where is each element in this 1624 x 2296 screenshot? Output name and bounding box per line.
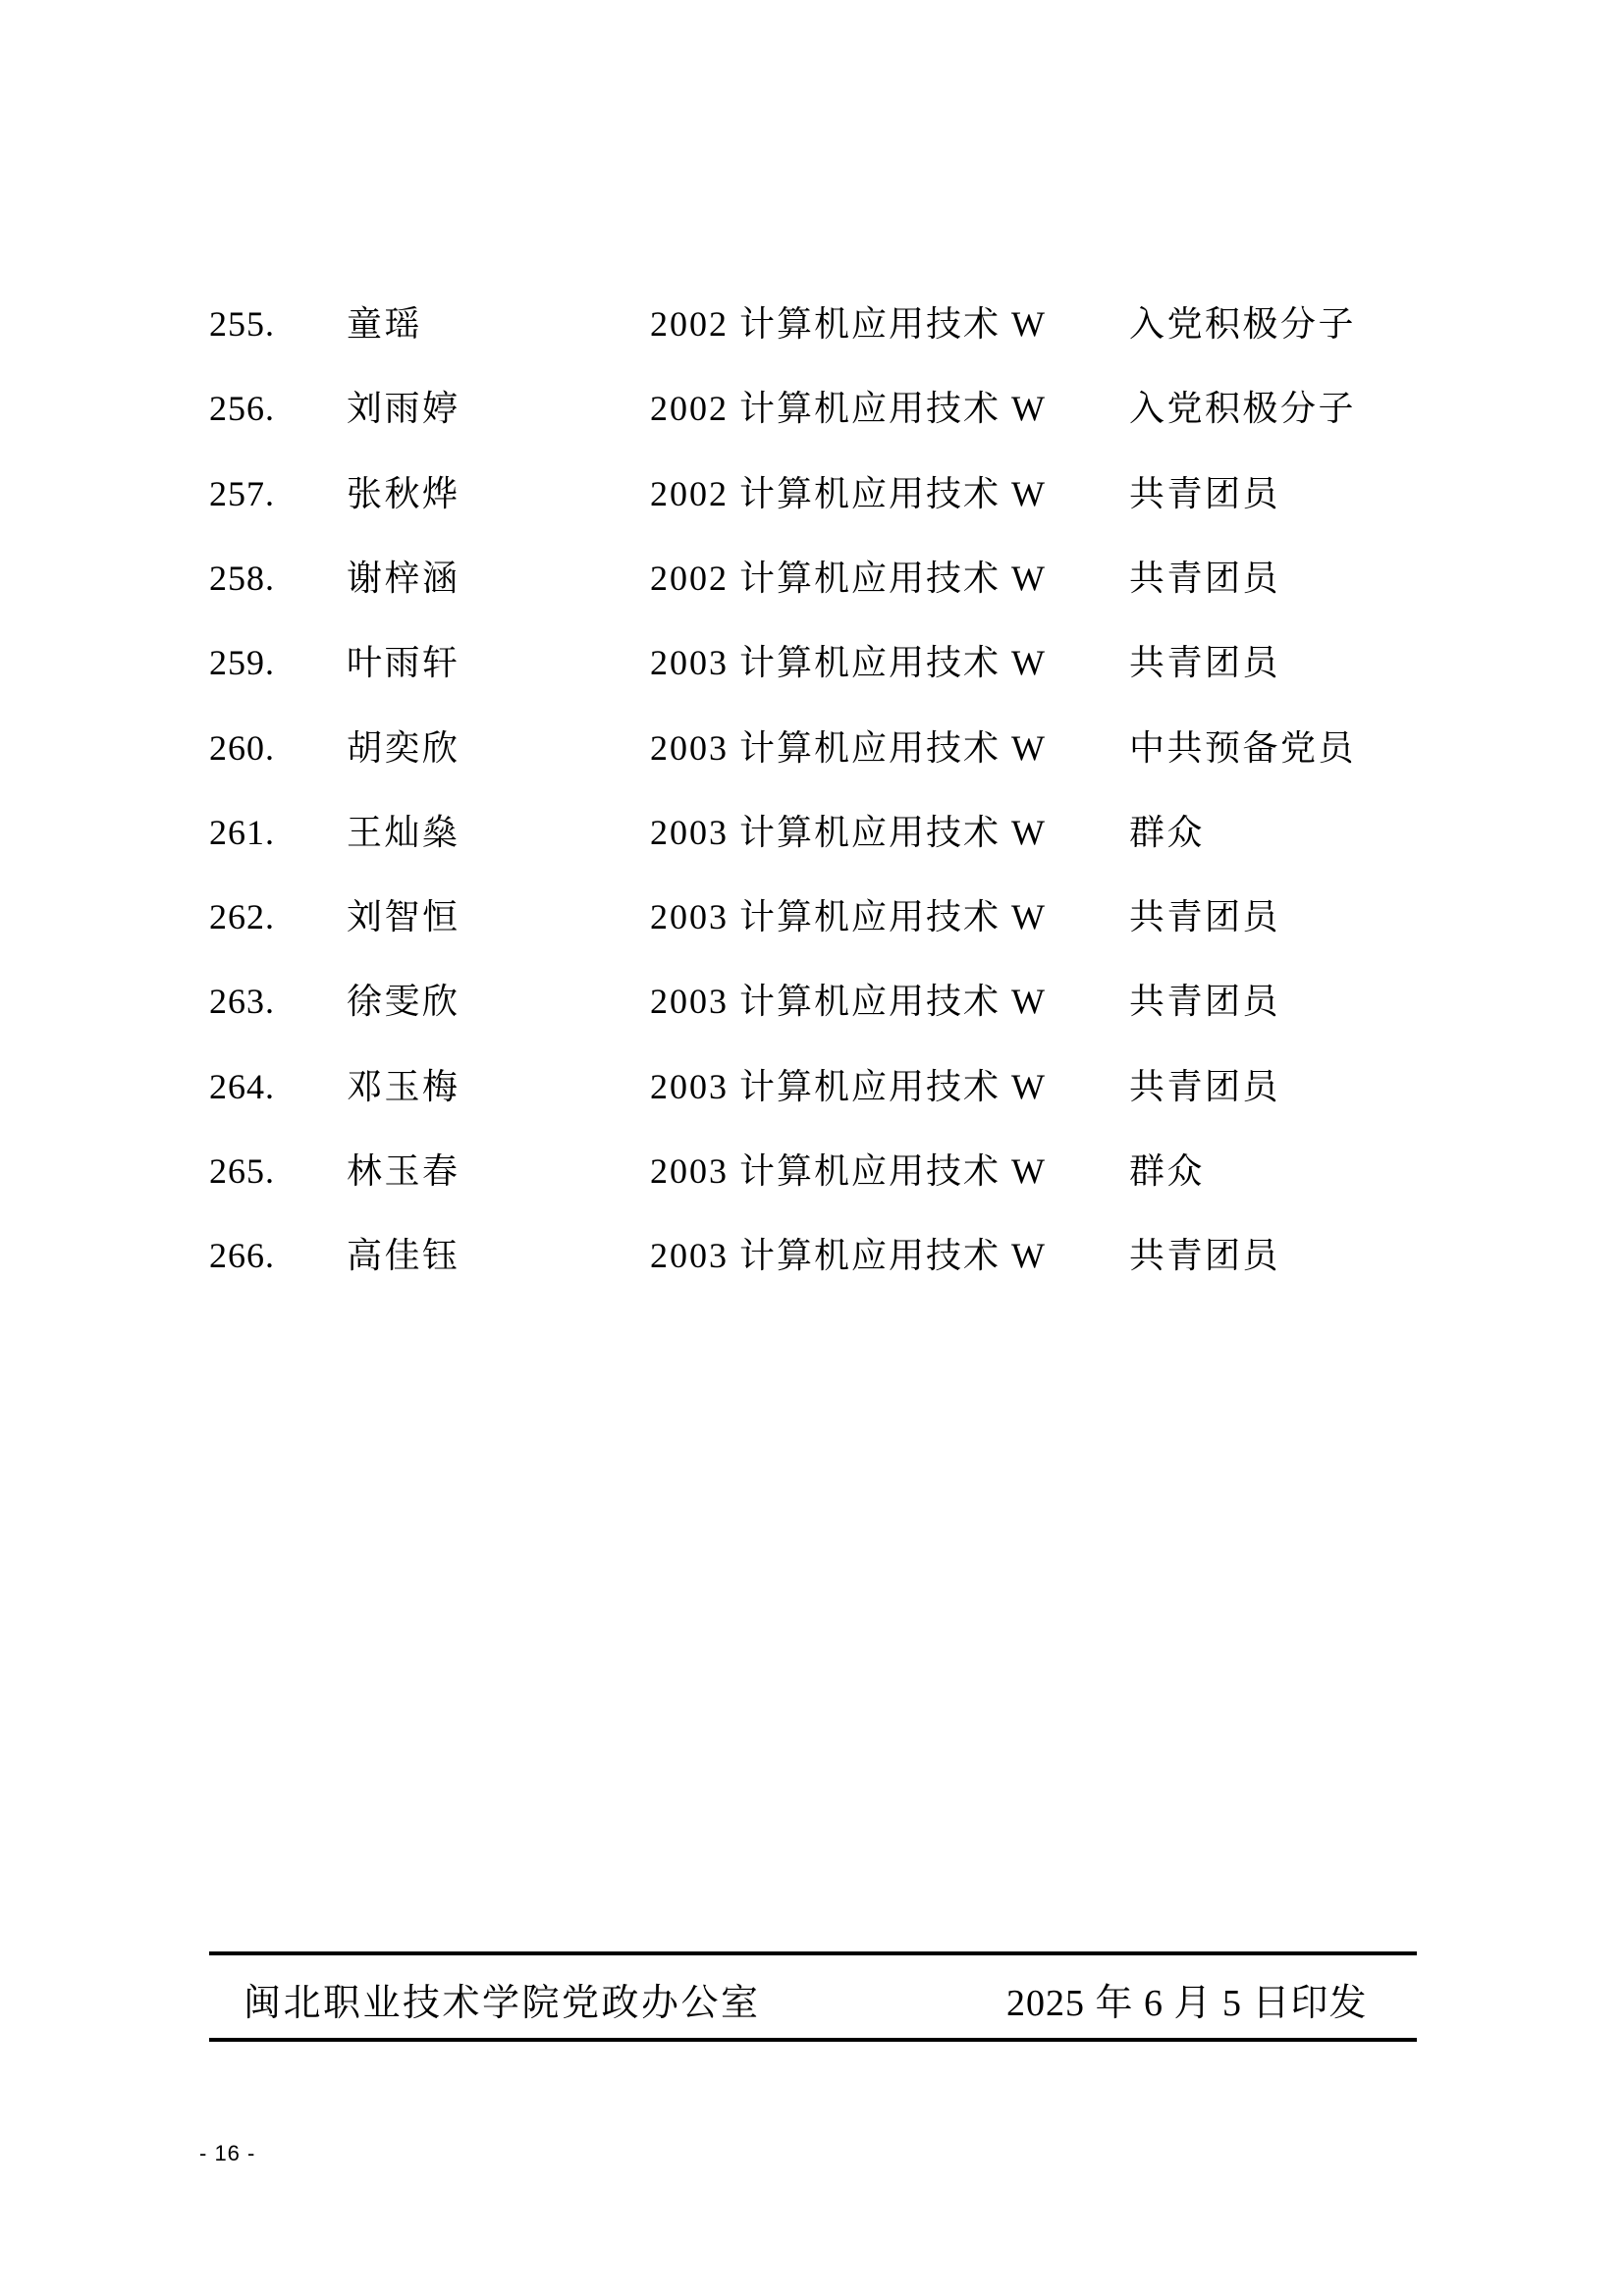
row-number: 264. [209,1066,275,1106]
class-name: 2002 计算机应用技术 W [650,389,1047,429]
political-status: 共青团员 [1129,1236,1281,1276]
class-name: 2003 计算机应用技术 W [650,897,1047,937]
class-name: 2003 计算机应用技术 W [650,643,1047,683]
class-name: 2003 计算机应用技术 W [650,812,1047,852]
student-name: 王灿燊 [347,812,460,852]
row-number: 260. [209,727,275,768]
political-status: 共青团员 [1129,982,1281,1022]
row-number: 262. [209,897,275,937]
class-name: 2003 计算机应用技术 W [650,727,1047,768]
political-status: 共青团员 [1129,643,1281,683]
footer-print-date: 2025 年 6 月 5 日印发 [1006,1983,1368,2024]
row-number: 259. [209,643,275,683]
student-name: 林玉春 [347,1151,460,1191]
student-name: 徐雯欣 [347,982,460,1022]
roster-row [0,1149,1624,1197]
row-number: 257. [209,473,275,513]
row-number: 263. [209,982,275,1022]
row-number: 266. [209,1236,275,1276]
roster-row [0,302,1624,349]
roster-row [0,1234,1624,1281]
footer-bottom-rule [209,2038,1417,2042]
page-number: - 16 - [199,2141,256,2165]
class-name: 2003 计算机应用技术 W [650,982,1047,1022]
political-status: 共青团员 [1129,558,1281,598]
roster-row [0,811,1624,858]
class-name: 2003 计算机应用技术 W [650,1236,1047,1276]
student-name: 胡奕欣 [347,727,460,768]
political-status: 群众 [1129,1151,1206,1191]
student-name: 刘雨婷 [347,389,460,429]
row-number: 255. [209,304,275,344]
footer-issuer: 闽北职业技术学院党政办公室 [244,1983,761,2024]
class-name: 2003 计算机应用技术 W [650,1151,1047,1191]
roster-row [0,472,1624,519]
class-name: 2003 计算机应用技术 W [650,1066,1047,1106]
row-number: 265. [209,1151,275,1191]
roster-row [0,387,1624,434]
student-name: 童瑶 [347,304,423,344]
row-number: 258. [209,558,275,598]
class-name: 2002 计算机应用技术 W [650,558,1047,598]
student-name: 谢梓涵 [347,558,460,598]
student-name: 邓玉梅 [347,1066,460,1106]
roster-row [0,726,1624,774]
footer-top-rule [209,1951,1417,1955]
roster-row [0,895,1624,942]
roster-row [0,641,1624,688]
roster-row [0,1065,1624,1112]
political-status: 共青团员 [1129,897,1281,937]
political-status: 群众 [1129,812,1206,852]
student-name: 张秋烨 [347,473,460,513]
political-status: 入党积极分子 [1129,304,1357,344]
political-status: 中共预备党员 [1129,727,1357,768]
political-status: 共青团员 [1129,1066,1281,1106]
row-number: 261. [209,812,275,852]
roster-row [0,557,1624,604]
student-name: 刘智恒 [347,897,460,937]
row-number: 256. [209,389,275,429]
student-name: 叶雨轩 [347,643,460,683]
class-name: 2002 计算机应用技术 W [650,304,1047,344]
student-name: 高佳钰 [347,1236,460,1276]
political-status: 入党积极分子 [1129,389,1357,429]
class-name: 2002 计算机应用技术 W [650,473,1047,513]
roster-row [0,980,1624,1027]
political-status: 共青团员 [1129,473,1281,513]
